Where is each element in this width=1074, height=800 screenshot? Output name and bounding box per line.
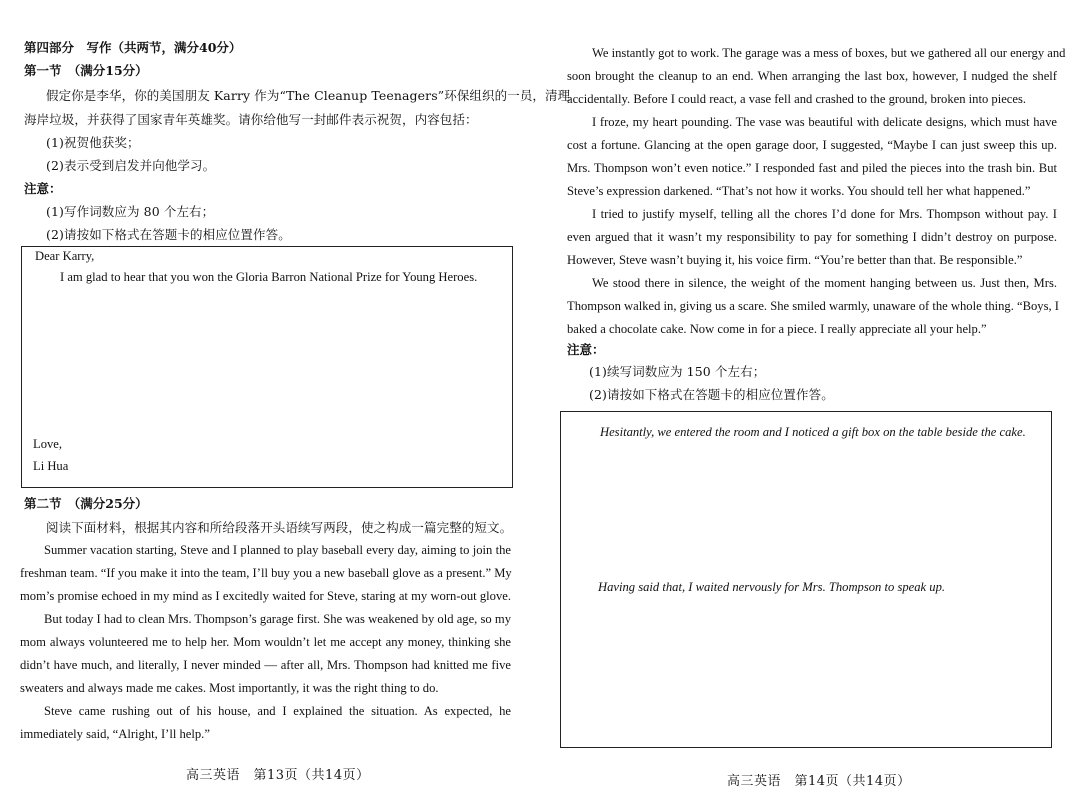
part-title: 第四部分 写作（共两节，满分40分） xyxy=(24,40,242,55)
section-1-title: 第一节 （满分15分） xyxy=(24,63,148,78)
page-footer: 高三英语 第13页（共14页） xyxy=(186,768,370,783)
passage-line: Mrs. Thompson won’t even notice.” I responded fast and piled the pieces into the trash bin. But xyxy=(567,161,1057,175)
passage-line: I tried to justify myself, telling all the chores I’d done for Mrs. Thompson without pay. I xyxy=(592,207,1057,221)
passage-line: cost a fortune. Glancing at the open garage door, I suggested, “Maybe I can just sweep this up. xyxy=(567,138,1057,152)
passage-line: Thompson walked in, giving us a scare. She smiled warmly, unaware of the whole thing. “Boys, I xyxy=(567,299,1059,313)
passage-line: Steve came rushing out of his house, and I explained the situation. As expected, he xyxy=(44,704,511,718)
passage-line: I froze, my heart pounding. The vase was beautiful with delicate designs, which must have xyxy=(592,115,1057,129)
s1-item-1: (1)祝贺他获奖； xyxy=(46,135,140,150)
passage-line: mom always volunteered me to help her. Mom wouldn’t let me accept any money, thinking she xyxy=(20,635,511,649)
letter-first-line: I am glad to hear that you won the Gloria Barron National Prize for Young Heroes. xyxy=(60,270,478,284)
passage-line: didn’t have much, and literally, I never minded — after all, Mrs. Thompson had knitted me five xyxy=(20,658,511,672)
passage-line: sweaters and always made me cakes. Most importantly, it was the right thing to do. xyxy=(20,681,439,695)
s2-note-label: 注意： xyxy=(567,342,605,357)
passage-line: immediately said, “Alright, I’ll help.” xyxy=(20,727,210,741)
paragraph-2-opener: Having said that, I waited nervously for Mrs. Thompson to speak up. xyxy=(598,580,946,594)
exam-page-14 xyxy=(537,0,1074,800)
passage-line: even argued that it wasn’t my responsibility to pay for something I didn’t destroy on purpose. xyxy=(567,230,1057,244)
passage-line: We stood there in silence, the weight of the moment hanging between us. Just then, Mrs. xyxy=(592,276,1057,290)
s1-note-1: (1)写作词数应为 80 个左右； xyxy=(46,204,215,219)
paragraph-1-opener: Hesitantly, we entered the room and I noticed a gift box on the table beside the cake. xyxy=(600,425,1026,439)
letter-salutation: Dear Karry, xyxy=(35,249,95,263)
s2-note-2: (2)请按如下格式在答题卡的相应位置作答。 xyxy=(589,387,834,402)
continuation-answer-box xyxy=(560,411,1052,748)
letter-answer-box xyxy=(21,246,513,488)
passage-line: But today I had to clean Mrs. Thompson’s garage first. She was weakened by old age, so my xyxy=(44,612,511,626)
passage-line: Summer vacation starting, Steve and I planned to play baseball every day, aiming to join the xyxy=(44,543,511,557)
page-footer: 高三英语 第14页（共14页） xyxy=(727,774,911,789)
passage-line: baked a chocolate cake. Now come in for a piece. I really appreciate all your help.” xyxy=(567,322,987,336)
passage-line: However, Steve wasn’t buying it, his voice firm. “You’re better than that. Be responsible.” xyxy=(567,253,1023,267)
s1-item-2: (2)表示受到启发并向他学习。 xyxy=(46,158,216,173)
letter-closing: Love, xyxy=(33,437,63,451)
s2-note-1: (1)续写词数应为 150 个左右； xyxy=(589,364,766,379)
passage-line: mom’s promise echoed in my mind as I excitedly waited for Steve, staring at my worn-out glove. xyxy=(20,589,511,603)
s2-instruction: 阅读下面材料，根据其内容和所给段落开头语续写两段，使之构成一篇完整的短文。 xyxy=(46,520,513,535)
section-2-title: 第二节 （满分25分） xyxy=(24,496,148,511)
passage-line: Steve’s expression darkened. “That’s not how it works. You should tell her what happened.” xyxy=(567,184,1031,198)
letter-signature: Li Hua xyxy=(33,459,69,473)
passage-line: freshman team. “If you make it into the team, I’ll buy you a new baseball glove as a present.” My xyxy=(20,566,512,580)
passage-line: We instantly got to work. The garage was a mess of boxes, but we gathered all our energy and xyxy=(592,46,1066,60)
s1-prompt-line-1: 假定你是李华，你的美国朋友 Karry 作为“The Cleanup Teenagers”环保组织的一员，清理 xyxy=(46,88,571,103)
passage-line: accidentally. Before I could react, a vase fell and crashed to the ground, broken into pieces. xyxy=(567,92,1027,106)
s1-prompt-line-2: 海岸垃圾，并获得了国家青年英雄奖。请你给他写一封邮件表示祝贺，内容包括： xyxy=(24,112,478,127)
s1-note-label: 注意： xyxy=(24,181,62,196)
passage-line: soon brought the cleanup to an end. When arranging the last box, however, I nudged the shelf xyxy=(567,69,1057,83)
s1-note-2: (2)请按如下格式在答题卡的相应位置作答。 xyxy=(46,227,291,242)
